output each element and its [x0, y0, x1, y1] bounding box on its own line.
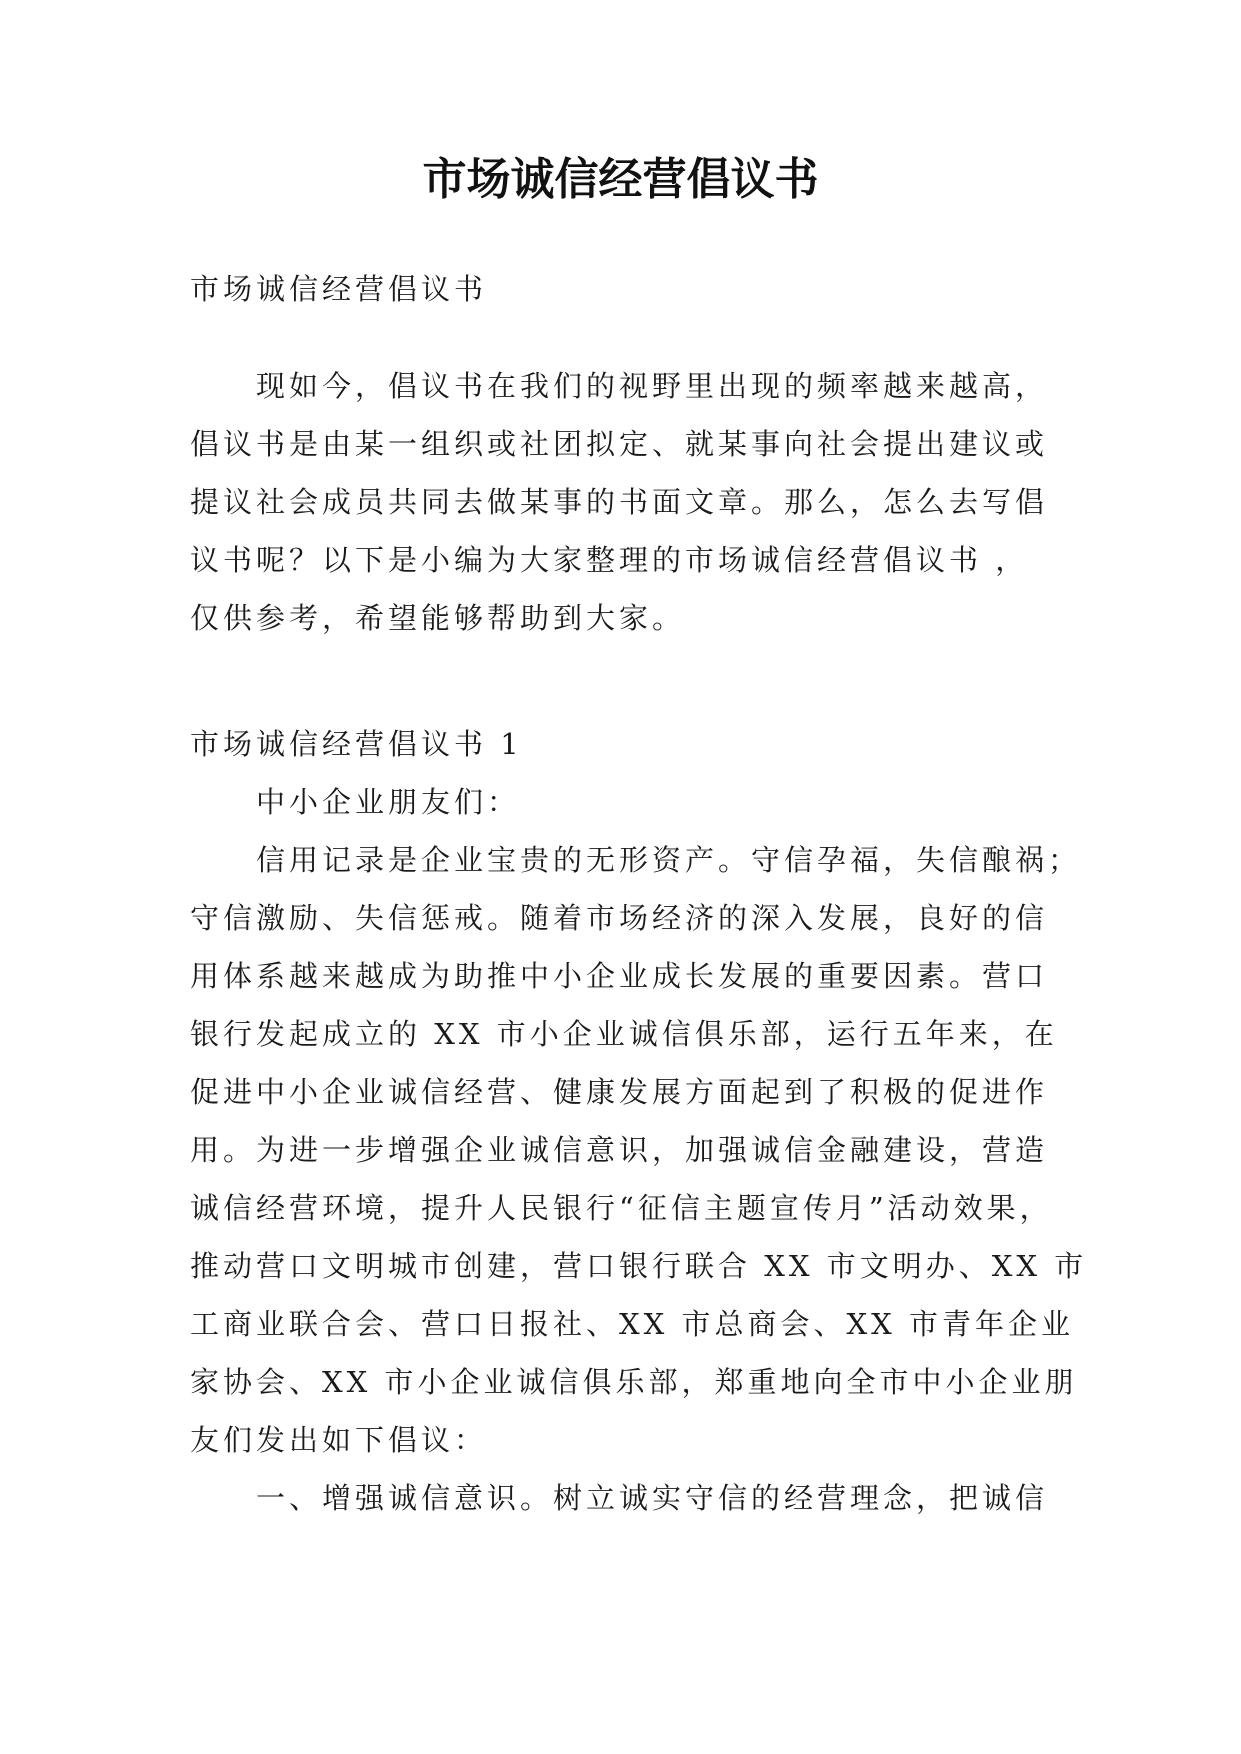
body-line: 用。为进一步增强企业诚信意识，加强诚信金融建设，营造 [190, 1133, 1049, 1167]
salutation: 中小企业朋友们： [256, 785, 521, 819]
intro-line: 现如今，倡议书在我们的视野里出现的频率越来越高， [256, 369, 1049, 403]
item-line: 一、增强诚信意识。树立诚实守信的经营理念，把诚信 [256, 1481, 1049, 1515]
intro-line: 议书呢？以下是小编为大家整理的市场诚信经营倡议书 ， [190, 543, 1029, 577]
body-line: 信用记录是企业宝贵的无形资产。守信孕福，失信酿祸； [256, 843, 1082, 877]
body-line: 工商业联合会、营口日报社、XX 市总商会、XX 市青年企业 [190, 1307, 1075, 1341]
intro-line: 倡议书是由某一组织或社团拟定、就某事向社会提出建议或 [190, 427, 1049, 461]
intro-paragraph [190, 357, 1070, 647]
body-line: 诚信经营环境，提升人民银行“征信主题宣传月”活动效果， [190, 1191, 1053, 1225]
intro-line: 提议社会成员共同去做某事的书面文章。那么，怎么去写倡 [190, 485, 1049, 519]
body-line: 银行发起成立的 XX 市小企业诚信俱乐部，运行五年来，在 [190, 1017, 1058, 1051]
body-line: 友们发出如下倡议： [190, 1423, 488, 1457]
section-heading: 市场诚信经营倡议书 1 [190, 727, 523, 761]
body-line: 守信激励、失信惩戒。随着市场经济的深入发展，良好的信 [190, 901, 1049, 935]
body-line: 促进中小企业诚信经营、健康发展方面起到了积极的促进作 [190, 1075, 1049, 1109]
body-line: 家协会、XX 市小企业诚信俱乐部，郑重地向全市中小企业朋 [190, 1365, 1078, 1399]
document-subtitle-block [190, 260, 1070, 318]
document-title: 市场诚信经营倡议书 [422, 154, 819, 205]
intro-line: 仅供参考，希望能够帮助到大家。 [190, 601, 686, 635]
letter-section [190, 715, 1088, 1527]
body-line: 推动营口文明城市创建，营口银行联合 XX 市文明办、XX 市 [190, 1249, 1088, 1283]
body-line: 用体系越来越成为助推中小企业成长发展的重要因素。营口 [190, 959, 1049, 993]
document-subtitle: 市场诚信经营倡议书 [190, 272, 488, 306]
